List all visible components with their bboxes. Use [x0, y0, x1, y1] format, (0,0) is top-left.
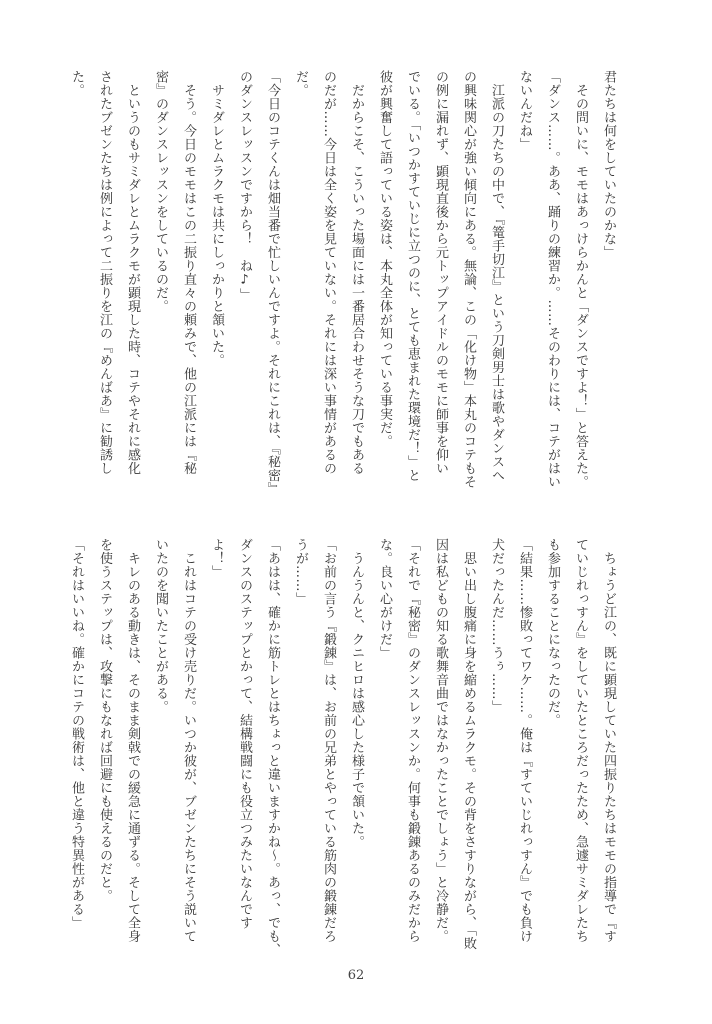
text-line: 「ダンス……。ああ、踊りの練習か。……そのわりには、コテがはい — [545, 70, 560, 489]
text-line: 因は私どもの知る歌舞音曲ではなかったことでしょう」と冷静だ。 — [433, 538, 448, 943]
text-line: も参加することになったのだ。 — [545, 538, 560, 727]
text-line: 君たちは何をしていたのかな」 — [601, 70, 616, 259]
text-line: だからこそ、こういった場面には一番居合わせそうな刀でもある — [349, 70, 364, 475]
text-line: うが……」 — [293, 538, 308, 606]
text-line: だ。 — [293, 70, 308, 97]
text-line: いたのを聞いたことがある。 — [153, 538, 168, 714]
text-line: キレのある動きは、そのまま剣戟での緩急に通ずる。そして全身 — [125, 538, 140, 943]
text-line: 「それはいいね。確かにコテの戦術は、他と違う特異性がある」 — [69, 538, 84, 930]
text-line: 彼が興奮して語っている姿は、本丸全体が知っている事実だ。 — [377, 70, 392, 448]
text-line: 「お前の言う『鍛錬』は、お前の兄弟とやっている筋肉の鍛錬だろ — [321, 538, 336, 943]
text-line: ちょうど江の、既に顕現していた四振りたちはモモの指導で『す — [601, 538, 616, 943]
text-line: 「結果……惨敗ってワケ……。俺は『すていじれっすん』でも負け — [517, 538, 532, 943]
text-line: でいる。「いつかすていじに立つのに、とても恵まれた環境だ！」と — [405, 70, 420, 482]
text-line: 「それで『秘密』のダンスレッスンか。何事も鍛錬あるのみだから — [405, 538, 420, 943]
text-line: のだが……今日は全く姿を見ていない。それには深い事情があるの — [321, 70, 336, 475]
text-line: よ！」 — [209, 538, 224, 579]
text-line: の例に漏れず、顕現直後から元トップアイドルのモモに師事を仰い — [433, 70, 448, 475]
text-line: 「今日のコテくんは畑当番で忙しいんですよ。それにこれは、『秘密』 — [265, 70, 280, 496]
text-line: というのもサミダレとムラクモが顕現した時、コテやそれに感化 — [125, 70, 140, 475]
text-line: ないんだね」 — [517, 70, 532, 151]
text-line: ダンスのステップとかって、結構戦闘にも役立つみたいなんです — [237, 538, 252, 930]
text-line: 思い出し腹痛に身を縮めるムラクモ。その背をさすりながら、「敗 — [461, 538, 476, 950]
text-line: を使うステップは、攻撃にもなれば回避にも使えるのだと。 — [97, 538, 112, 903]
text-line: 「あはは、確かに筋トレとはちょっと違いますかね～。あっ、でも、 — [265, 538, 280, 957]
text-line: これはコテの受け売りだ。いつか彼が、ブゼンたちにそう説いて — [181, 538, 196, 943]
top-text-tier — [62, 70, 622, 500]
text-line: されたブゼンたちは例によって二振りを江の『めんばあ』に勧誘し — [97, 70, 112, 475]
page-number: 62 — [347, 968, 365, 983]
text-line: ていじれっすん』をしていたところだったため、急遽サミダレたち — [573, 538, 588, 943]
text-line: のダンスレッスンですから！ ね♪」 — [237, 70, 252, 302]
bottom-text-tier — [62, 538, 622, 968]
text-line: の興味関心が強い傾向にある。無論、この「化け物」本丸のコテもそ — [461, 70, 476, 489]
text-line: うんうんと、クニヒロは感心した様子で頷いた。 — [349, 538, 364, 849]
text-line: 密』のダンスレッスンをしているのだ。 — [153, 70, 168, 313]
text-line: な。良い心がけだ」 — [377, 538, 392, 660]
text-line: その問いに、モモはあっけらかんと「ダンスですよ！」と答えた。 — [573, 70, 588, 489]
text-line: そう。今日のモモはこの二振り直々の頼みで、他の江派には『秘 — [181, 70, 196, 475]
text-line: 江派の刀たちの中で、『篭手切江』という刀剣男士は歌やダンスへ — [489, 70, 504, 482]
text-line: サミダレとムラクモは共にしっかりと頷いた。 — [209, 70, 224, 367]
text-line: 犬だったんだ……うぅ……」 — [489, 538, 504, 714]
text-line: た。 — [69, 70, 84, 97]
